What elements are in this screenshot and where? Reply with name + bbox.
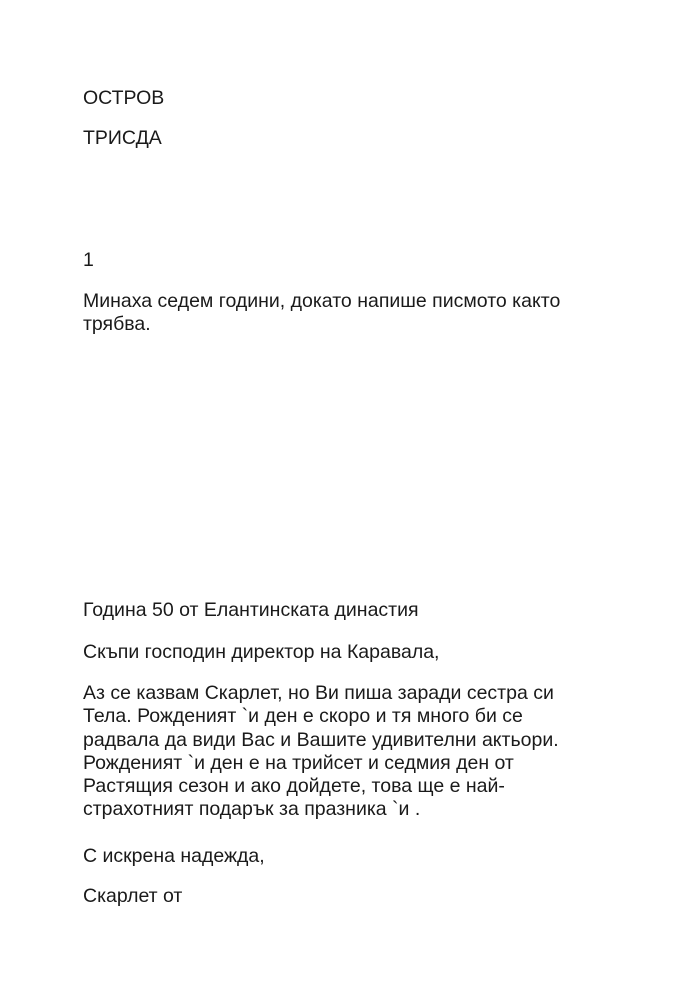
letter-date-line: Година 50 от Елантинската династия [83, 599, 419, 621]
title-line-2: ТРИСДА [83, 127, 162, 149]
paragraph-line: Тела. Рожденият `и ден е скоро и тя много би се [83, 705, 523, 728]
letter-salutation: Скъпи господин директор на Каравала, [83, 641, 440, 663]
chapter-number: 1 [83, 249, 94, 271]
paragraph-line: страхотният подарък за празника `и . [83, 798, 421, 821]
title-line-1: ОСТРОВ [83, 87, 165, 109]
paragraph-line: Минаха седем години, докато напише писмото както [83, 290, 561, 312]
letter-signature: Скарлет от [83, 885, 183, 907]
paragraph-line: трябва. [83, 313, 151, 336]
chapter-opening-paragraph [83, 290, 560, 337]
letter-closing: С искрена надежда, [83, 845, 265, 867]
letter-body-paragraph [83, 682, 559, 822]
paragraph-line: Растящия сезон и ако дойдете, това ще е най- [83, 775, 505, 798]
paragraph-line: Рожденият `и ден е на трийсет и седмия ден от [83, 751, 514, 774]
paragraph-line: Аз се казвам Скарлет, но Ви пиша заради сестра си [83, 682, 554, 704]
paragraph-line: радвала да види Вас и Вашите удивителни актьори. [83, 728, 559, 751]
